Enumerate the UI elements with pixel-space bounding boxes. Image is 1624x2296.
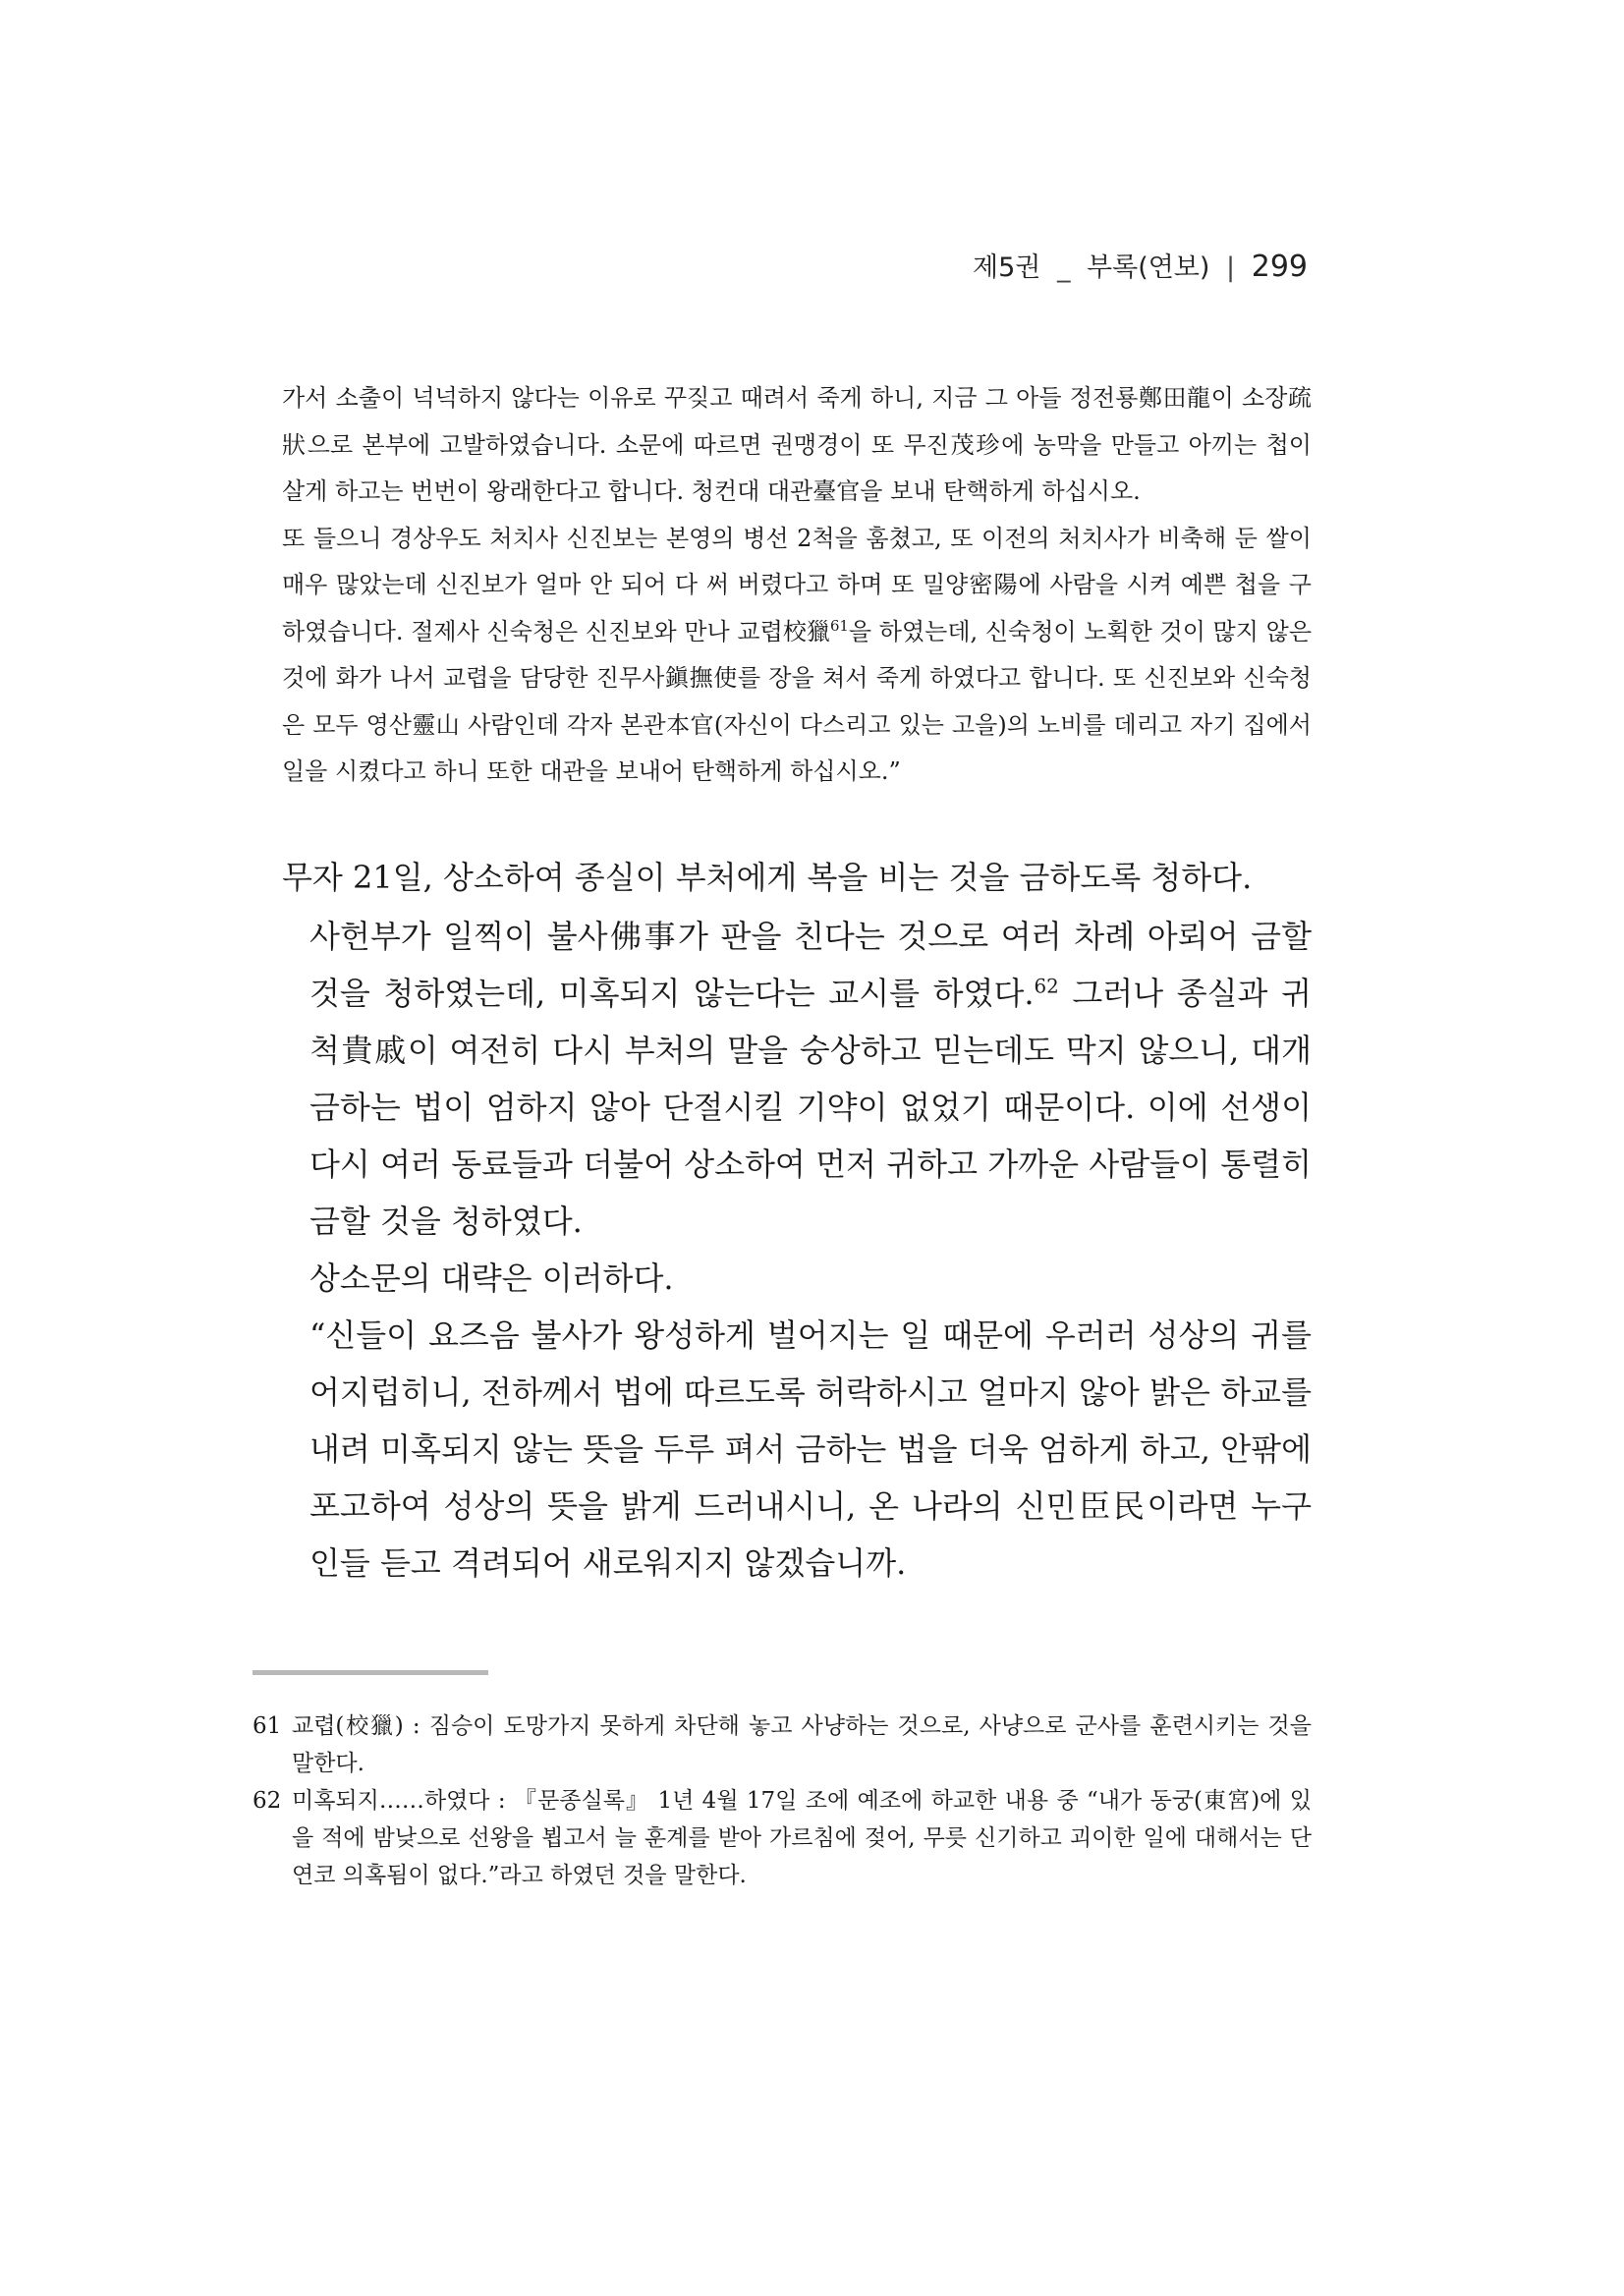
header-separator: _ <box>1056 252 1071 283</box>
section-label: 부록(연보) <box>1087 252 1210 283</box>
quote-paragraph-1: 가서 소출이 넉넉하지 않다는 이유로 꾸짖고 때려서 죽게 하니, 지금 그 아들 정전룡鄭田龍이 소장疏狀으로 본부에 고발하였습니다. 소문에 따르면 권맹경이 또 무진茂珍에 농막을 만들고 아끼는 첩이 살게 하고는 번번이 왕래한다고 합니다. 청컨대 대관臺官을 보내 탄핵하게 하십시오. <box>282 384 1312 505</box>
footnote-text: 미혹되지……하였다 : 『문종실록』 1년 4월 17일 조에 예조에 하교한 내용 중 “내가 동궁(東宮)에 있을 적에 밤낮으로 선왕을 뵙고서 늘 훈계를 받아 가르침에 젖어, 무릇 신기하고 괴이한 일에 대해서는 단연코 의혹됨이 없다.”라고 하였던 것을 말한다. <box>292 1788 1312 1888</box>
header-bar: | <box>1226 252 1236 283</box>
entry-body-part-b: 그러나 종실과 귀척貴戚이 여전히 다시 부처의 말을 숭상하고 믿는데도 막지 않으니, 대개 금하는 법이 엄하지 않아 단절시킬 기약이 없었기 때문이다. 이에 선생이 다시 여러 동료들과 더불어 상소하여 먼저 귀하고 가까운 사람들이 통렬히 금할 것을 청하였다. <box>309 975 1312 1240</box>
entry-title: 무자 21일, 상소하여 종실이 부처에게 복을 비는 것을 금하도록 청하다. <box>282 859 1253 896</box>
entry-body-part-a: 사헌부가 일찍이 불사佛事가 판을 친다는 것으로 여러 차례 아뢰어 금할 것을 청하였는데, 미혹되지 않는다는 교시를 하였다. <box>309 918 1312 1012</box>
quote-paragraph-2-part-b: 을 하였는데, 신숙청이 노획한 것이 많지 않은 것에 화가 나서 교렵을 담당한 진무사鎭撫使를 장을 쳐서 죽게 하였다고 합니다. 또 신진보와 신숙청은 모두 영산靈山 사람인데 각자 본관本官(자신이 다스리고 있는 고을)의 노비를 데리고 자기 집에서 일을 시켰다고 하니 또한 대관을 보내어 탄핵하게 하십시오.” <box>282 617 1313 785</box>
footnote <box>252 1782 1312 1894</box>
footnote-number: 62 <box>252 1788 282 1814</box>
running-header <box>973 246 1308 284</box>
footnote-number: 61 <box>252 1713 282 1739</box>
summary-intro: 상소문의 대략은 이러하다. <box>309 1260 674 1297</box>
chronology-entry <box>282 849 1312 1592</box>
footnotes <box>252 1708 1312 1894</box>
footnote-divider <box>252 1670 488 1675</box>
memorial-quote: “신들이 요즈음 불사가 왕성하게 벌어지는 일 때문에 우러러 성상의 귀를 어지럽히니, 전하께서 법에 따르도록 허락하시고 얼마지 않아 밝은 하교를 내려 미혹되지 않는 뜻을 두루 펴서 금하는 법을 더욱 엄하게 하고, 안팎에 포고하여 성상의 뜻을 밝게 드러내시니, 온 나라의 신민臣民이라면 누구인들 듣고 격려되어 새로워지지 않겠습니까. <box>309 1316 1312 1582</box>
footnote-ref-61: 61 <box>829 616 849 635</box>
footnote-ref-62: 62 <box>1034 975 1059 998</box>
entry-body <box>282 908 1312 1250</box>
volume-label: 제5권 <box>973 252 1041 283</box>
footnote <box>252 1708 1312 1782</box>
footnote-text: 교렵(校獵) : 짐승이 도망가지 못하게 차단해 놓고 사냥하는 것으로, 사냥으로 군사를 훈련시키는 것을 말한다. <box>292 1713 1312 1776</box>
quoted-memorial-block <box>282 375 1312 796</box>
quote-paragraph-2 <box>282 516 1312 796</box>
page-number: 299 <box>1251 250 1308 284</box>
quote-paragraph-2-part-a: 또 들으니 경상우도 처치사 신진보는 본영의 병선 2척을 훔쳤고, 또 이전의 처치사가 비축해 둔 쌀이 매우 많았는데 신진보가 얼마 안 되어 다 써 버렸다고 하며 또 밀양密陽에 사람을 시켜 예쁜 첩을 구하였습니다. 절제사 신숙청은 신진보와 만나 교렵校獵 <box>282 524 1312 645</box>
